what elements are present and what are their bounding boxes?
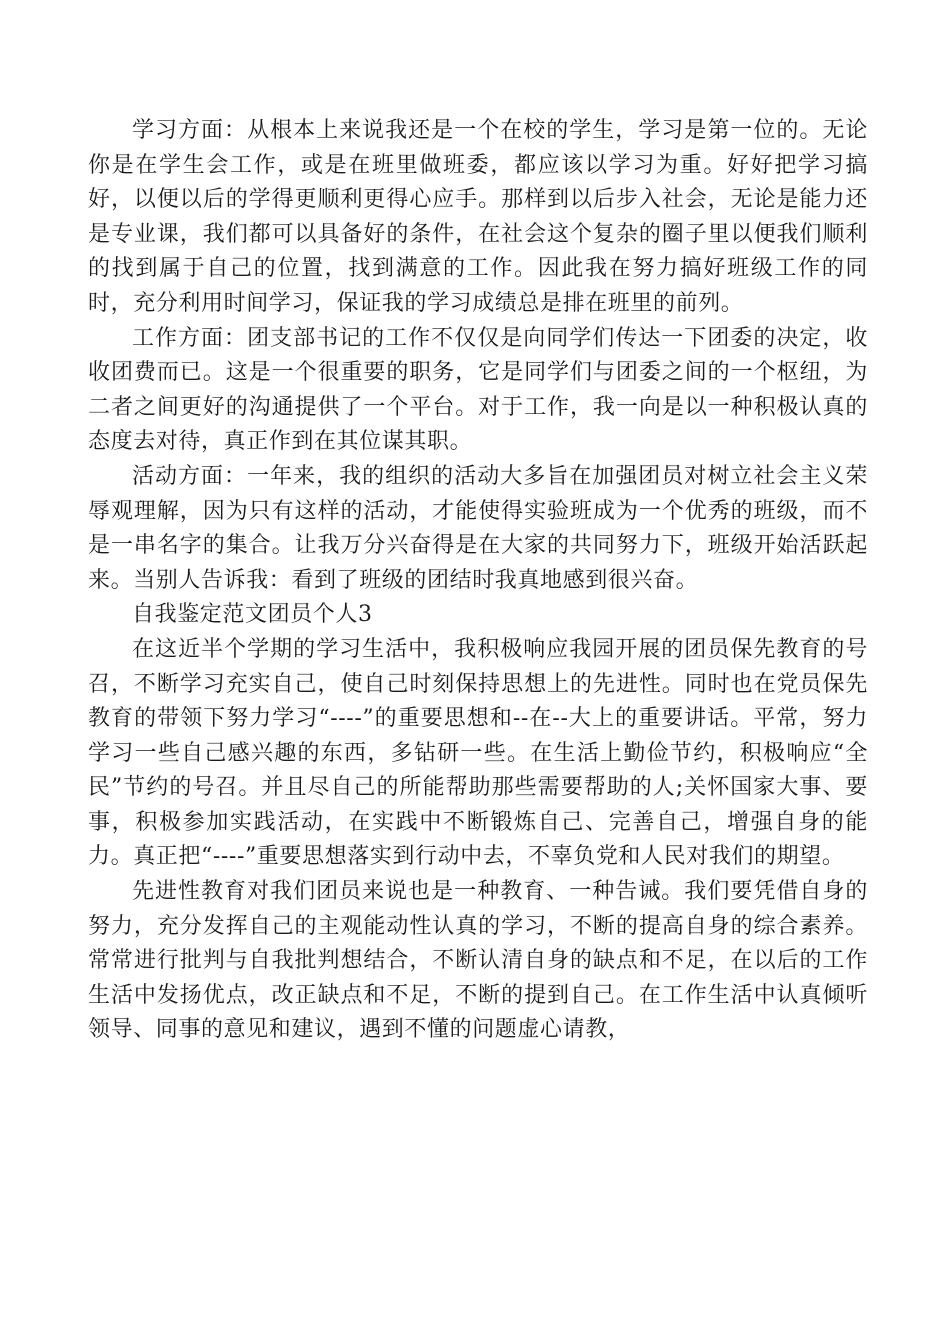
section-heading: 自我鉴定范文团员个人3 xyxy=(132,602,373,628)
paragraph-advanced-education: 先进性教育对我们团员来说也是一种教育、一种告诫。我们要凭借自身的努力，充分发挥自己的主观能动性认真的学习，不断的提高自身的综合素养。常常进行批判与自我批判想结合，不断认清自身的缺点和不足，在以后的工作生活中发扬优点，改正缺点和不足，不断的提到自己。在工作生活中认真倾听领导、同事的意见和建议，遇到不懂的问题虚心请教， xyxy=(88,879,868,1043)
paragraph-work: 工作方面：团支部书记的工作不仅仅是向同学们传达一下团委的决定，收收团费而已。这是一个很重要的职务，它是同学们与团委之间的一个枢纽，为二者之间更好的沟通提供了一个平台。对于工作，我一向是以一种积极认真的态度去对待，真正作到在其位谋其职。 xyxy=(88,325,868,455)
paragraph-semester: 在这近半个学期的学习生活中，我积极响应我园开展的团员保先教育的号召，不断学习充实自己，使自己时刻保持思想上的先进性。同时也在党员保先教育的带领下努力学习“----”的重要思想和--在--大上的重要讲话。平常，努力学习一些自己感兴趣的东西，多钻研一些。在生活上勤俭节约，积极响应“全民”节约的号召。并且尽自己的所能帮助那些需要帮助的人;关怀国家大事、要事，积极参加实践活动，在实践中不断锻炼自己、完善自己，增强自身的能力。真正把“----”重要思想落实到行动中去，不辜负党和人民对我们的期望。 xyxy=(88,636,868,870)
document-body xyxy=(88,114,868,1048)
paragraph-activities: 活动方面：一年来，我的组织的活动大多旨在加强团员对树立社会主义荣辱观理解，因为只有这样的活动，才能使得实验班成为一个优秀的班级，而不是一串名字的集合。让我万分兴奋得是在大家的共同努力下，班级开始活跃起来。当别人告诉我：看到了班级的团结时我真地感到很兴奋。 xyxy=(88,463,868,593)
paragraph-study: 学习方面：从根本上来说我还是一个在校的学生，学习是第一位的。无论你是在学生会工作，或是在班里做班委，都应该以学习为重。好好把学习搞好，以便以后的学得更顺利更得心应手。那样到以后步入社会，无论是能力还是专业课，我们都可以具备好的条件，在社会这个复杂的圈子里以便我们顺利的找到属于自己的位置，找到满意的工作。因此我在努力搞好班级工作的同时，充分利用时间学习，保证我的学习成绩总是排在班里的前列。 xyxy=(88,118,868,316)
